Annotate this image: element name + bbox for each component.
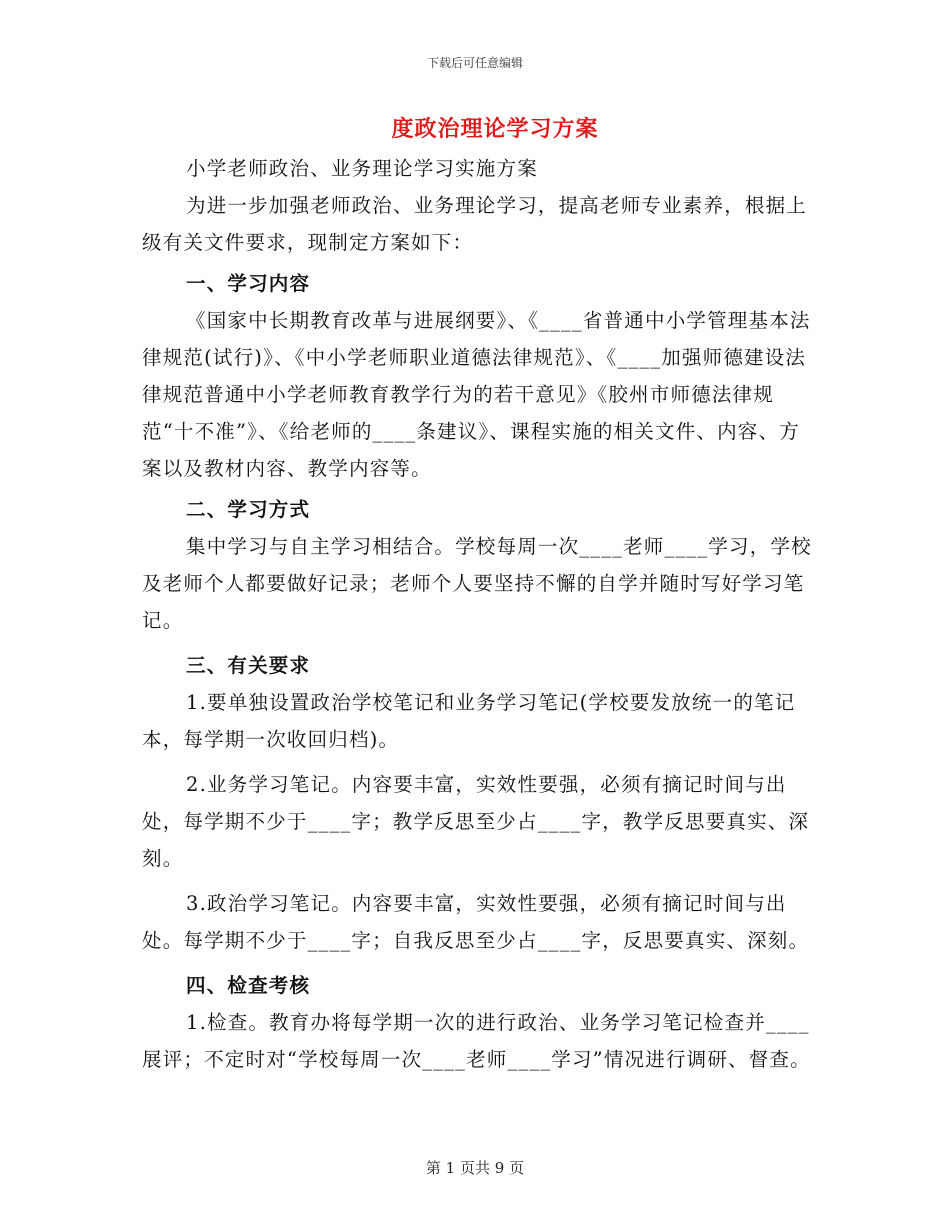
section-heading: 四、检查考核 xyxy=(186,974,311,997)
section-paragraph: 3.政治学习笔记。内容要丰富，实效性要强，必须有摘记时间与出处。每学期不少于____字；自我反思至少占____字，反思要真实、深刻。 xyxy=(142,892,810,952)
document-title: 度政治理论学习方案 xyxy=(391,116,599,142)
section-heading: 一、学习内容 xyxy=(186,272,311,295)
section-paragraph: 集中学习与自主学习相结合。学校每周一次____老师____学习，学校及老师个人都要做好记录；老师个人要坚持不懈的自学并随时写好学习笔记。 xyxy=(142,535,812,632)
section-heading: 三、有关要求 xyxy=(186,654,311,677)
header-note: 下载后可任意编辑 xyxy=(426,56,523,70)
section-heading: 二、学习方式 xyxy=(186,498,311,521)
document-subtitle: 小学老师政治、业务理论学习实施方案 xyxy=(186,157,538,180)
page-number: 第 1 页共 9 页 xyxy=(425,1159,525,1177)
section-paragraph: 1.要单独设置政治学校笔记和业务学习笔记(学校要发放统一的笔记本，每学期一次收回归档)。 xyxy=(142,691,796,751)
intro-paragraph: 为进一步加强老师政治、业务理论学习，提高老师专业素养，根据上级有关文件要求，现制定方案如下： xyxy=(142,194,808,254)
document-body xyxy=(142,150,812,1078)
section-paragraph: 2.业务学习笔记。内容要丰富，实效性要强，必须有摘记时间与出处，每学期不少于____字；教学反思至少占____字，教学反思要真实、深刻。 xyxy=(142,773,810,870)
section-paragraph: 1.检查。教育办将每学期一次的进行政治、业务学习笔记检查并____展评；不定时对“学校每周一次____老师____学习”情况进行调研、督查。 xyxy=(142,1011,811,1071)
section-paragraph: 《国家中长期教育改革与进展纲要》、《____省普通中小学管理基本法律规范(试行)》、《中小学老师职业道德法律规范》、《____加强师德建设法律规范普通中小学老师教育教学行为的若干意见》《胶州市师德法律规范“十不准”》、《给老师的____条建议》、课程实施的相关文件、内容、方案以及教材内容、教学内容等。 xyxy=(142,309,811,480)
